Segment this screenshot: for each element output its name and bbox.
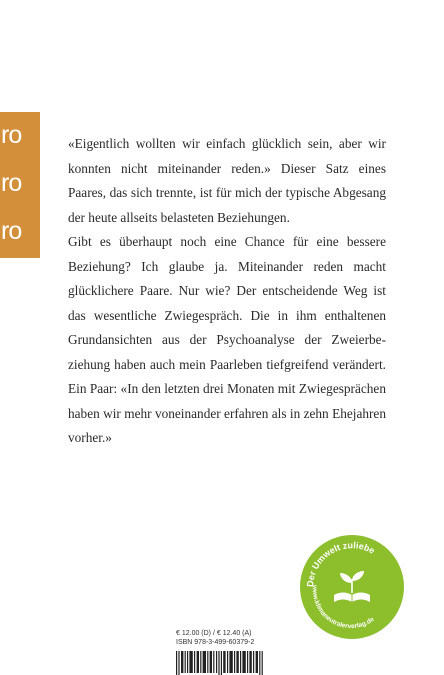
- price-text: € 12.00 (D) / € 12.40 (A): [176, 630, 252, 637]
- eco-badge-text-top: Der Umwelt zuliebe: [305, 540, 377, 588]
- price-block: [176, 630, 254, 647]
- barcode-icon: [176, 651, 266, 675]
- rororo-logo: [0, 112, 40, 258]
- isbn-text: ISBN 978-3-499-60379-2: [176, 638, 255, 646]
- eco-badge: [300, 535, 404, 639]
- plant-on-book-icon: [334, 571, 370, 602]
- eco-badge-graphic: [300, 535, 404, 639]
- eco-badge-text-bottom: www.klimaneutralerverlag.de: [310, 584, 376, 631]
- logo-line-2: ro: [1, 169, 22, 197]
- logo-line-1: ro: [1, 121, 22, 149]
- blurb-paragraph-1: «Eigentlich wollten wir einfach glücklich sein, aber wir konnten nicht miteinander reden.» Dieser Satz eines Paares, das sich trennte, ist für mich der typische Abgesang der heute allseits belasteten Beziehungen.: [68, 136, 386, 225]
- logo-line-3: ro: [1, 217, 22, 245]
- blurb-paragraph-2: Gibt es überhaupt noch eine Chance für eine bessere Beziehung? Ich glaube ja. Miteinander reden macht glücklichere Paare. Nur wie? Der entscheidende Weg ist das wesentliche Zwiegespräch. Die in ihm enthaltenen Grundansichten aus der Psychoanalyse der Zweierbeziehung haben auch mein Paarleben tiefgreifend verändert. Ein Paar: «In den letzten drei Monaten mit Zwiegesprächen haben wir mehr voneinander erfahren als in zehn Ehejahren vorher.»: [68, 234, 386, 445]
- back-cover-blurb: [68, 132, 386, 451]
